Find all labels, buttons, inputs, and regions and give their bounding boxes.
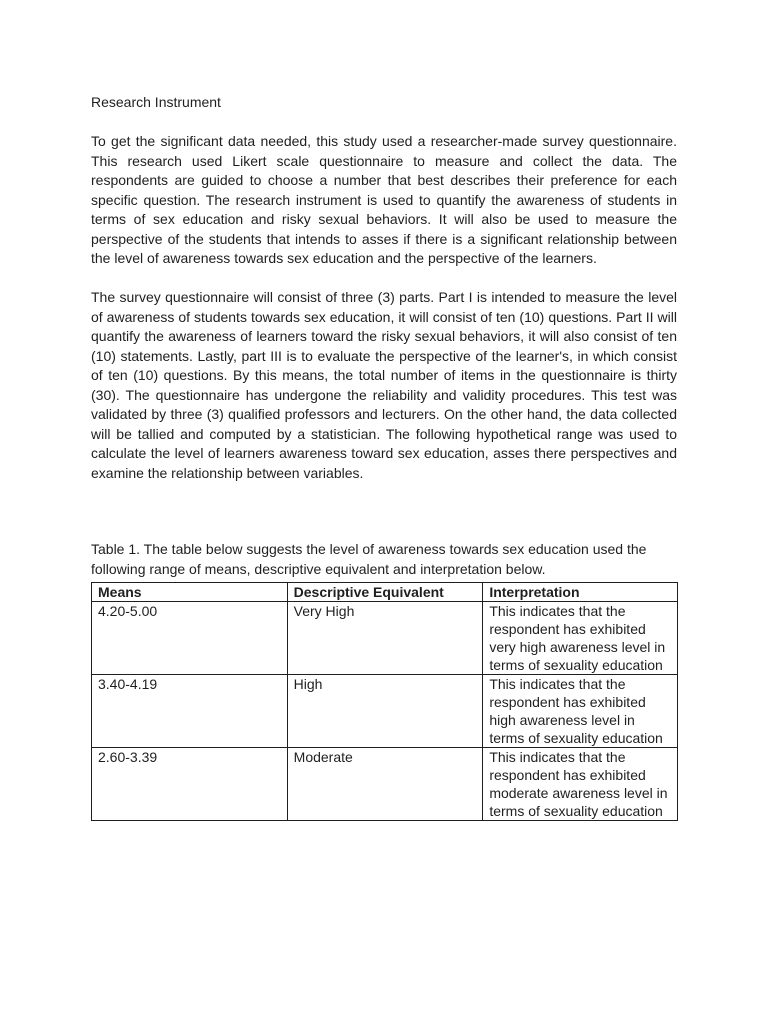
header-descriptive-equivalent: Descriptive Equivalent <box>287 583 483 602</box>
header-means: Means <box>92 583 288 602</box>
header-interpretation: Interpretation <box>483 583 678 602</box>
table-row <box>92 748 678 821</box>
paragraph-research-instrument: To get the significant data needed, this study used a researcher-made survey questionnaire. This research used Likert scale questionnaire to measure and collect the data. The respondents are guided to choose a number that best describes their preference for each specific question. The research instrument is used to quantify the awareness of students in terms of sex education and risky sexual behaviors. It will also be used to measure the perspective of the students that intends to asses if there is a significant relationship between the level of awareness towards sex education and the perspective of the learners. <box>91 133 677 266</box>
cell-descriptive-equivalent: Moderate <box>287 748 483 821</box>
table-header-row <box>92 583 678 602</box>
table-row <box>92 602 678 675</box>
cell-interpretation: This indicates that the respondent has exhibited very high awareness level in terms of sexuality education <box>483 602 678 675</box>
cell-means: 2.60-3.39 <box>92 748 288 821</box>
document-page <box>91 93 677 821</box>
paragraph-survey-parts: The survey questionnaire will consist of three (3) parts. Part I is intended to measure the level of awareness of students towards sex education, it will consist of ten (10) questions. Part II will quantify the awareness of learners toward the risky sexual behaviors, it will also consist of ten (10) statements. Lastly, part III is to evaluate the perspective of the learner's, in which consist of ten (10) questions. By this means, the total number of items in the questionnaire is thirty (30). The questionnaire has undergone the reliability and validity procedures. This test was validated by three (3) qualified professors and lecturers. On the other hand, the data collected will be tallied and computed by a statistician. The following hypothetical range was used to calculate the level of learners awareness toward sex education, asses there perspectives and examine the relationship between variables. <box>91 289 677 481</box>
cell-means: 4.20-5.00 <box>92 602 288 675</box>
cell-interpretation: This indicates that the respondent has exhibited moderate awareness level in terms of sexuality education <box>483 748 678 821</box>
table-row <box>92 675 678 748</box>
means-interpretation-table <box>91 582 678 821</box>
cell-descriptive-equivalent: Very High <box>287 602 483 675</box>
section-heading: Research Instrument <box>91 94 221 110</box>
cell-descriptive-equivalent: High <box>287 675 483 748</box>
cell-interpretation: This indicates that the respondent has exhibited high awareness level in terms of sexuality education <box>483 675 678 748</box>
cell-means: 3.40-4.19 <box>92 675 288 748</box>
table-caption: Table 1. The table below suggests the level of awareness towards sex education used the following range of means, descriptive equivalent and interpretation below. <box>91 541 647 577</box>
